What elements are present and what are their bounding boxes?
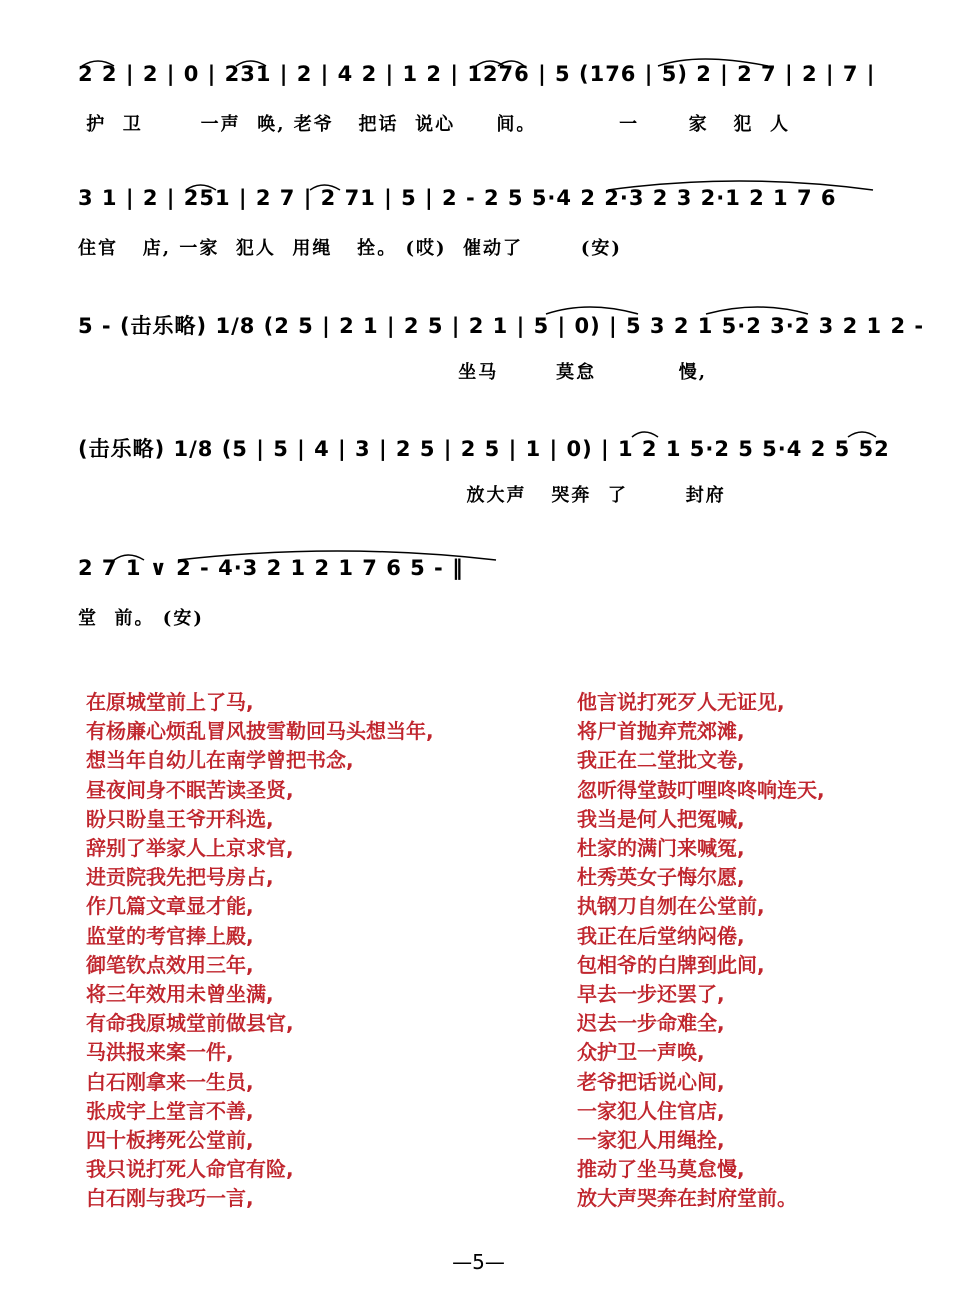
lyric-text-line: 想当年自幼儿在南学曾把书念, — [86, 748, 354, 773]
lyrics-column-right — [577, 688, 825, 1214]
notation-line: 2 2 | 2 | 0 | 231 | 2 | 4 2 | 1 2 | 1276 | 5 (176 | 5) 2 | 2 7 | 2 | 7 | — [78, 62, 876, 86]
notation-line: 2 7 1 ∨ 2 - 4·3 2 1 2 1 7 6 5 - ‖ — [78, 556, 464, 580]
lyrics-column-left — [86, 688, 434, 1214]
lyric-text-line: 推动了坐马莫怠慢, — [577, 1157, 745, 1182]
lyric-text-line: 作几篇文章显才能, — [86, 894, 254, 919]
lyric-text-line: 白石刚拿来一生员, — [86, 1069, 254, 1094]
lyric-text-line: 盼只盼皇王爷开科选, — [86, 806, 274, 831]
lyric-text-line: 众护卫一声唤, — [577, 1040, 705, 1065]
lyric-text-line: 在原城堂前上了马, — [86, 690, 254, 714]
lyric-text-line: 进贡院我先把号房占, — [86, 865, 274, 890]
lyric-text-line: 杜秀英女子悔尔愿, — [577, 865, 745, 890]
lyric-text-line: 有杨廉心烦乱冒风披雪勒回马头想当年, — [86, 719, 434, 744]
lyric-line: 护 卫 一声 唤, 老爷 把话 说心 间。 一 家 犯 人 — [78, 114, 790, 135]
lyric-text-line: 白石刚与我巧一言, — [86, 1186, 254, 1211]
lyric-text-line: 将三年效用未曾坐满, — [86, 982, 274, 1007]
lyric-text-line: 包相爷的白牌到此间, — [577, 952, 765, 977]
lyric-text-line: 早去一步还罢了, — [577, 982, 725, 1007]
lyric-text-line: 辞别了举家人上京求官, — [86, 836, 294, 861]
lyric-line: 坐马 莫怠 慢, — [78, 362, 708, 383]
lyric-text-line: 昼夜间身不眠苦读圣贤, — [86, 777, 294, 802]
notation-line: (击乐略) 1/8 (5 | 5 | 4 | 3 | 2 5 | 2 5 | 1 | 0) | 1 2 1 5·2 5 5·4 2 5 52 — [78, 437, 890, 461]
lyric-text-line: 执钢刀自刎在公堂前, — [577, 894, 765, 919]
page-number: —5— — [452, 1250, 505, 1274]
lyric-text-line: 马洪报来案一件, — [86, 1040, 234, 1065]
lyric-text-line: 一家犯人住官店, — [577, 1098, 725, 1123]
lyric-text-line: 有命我原城堂前做县官, — [86, 1011, 294, 1036]
lyric-line: 放大声 哭奔 了 封府 — [78, 485, 726, 506]
lyric-line: 住官 店, 一家 犯人 用绳 拴。 (哎) 催动了 (安) — [78, 238, 622, 259]
lyric-line: 堂 前。 (安) — [78, 608, 204, 629]
lyric-text-line: 御笔钦点效用三年, — [86, 952, 254, 977]
lyric-text-line: 我正在二堂批文卷, — [577, 748, 745, 773]
lyric-text-line: 我正在后堂纳闷倦, — [577, 923, 745, 948]
lyric-text-line: 我当是何人把冤喊, — [577, 806, 745, 831]
lyric-text-line: 四十板拷死公堂前, — [86, 1128, 254, 1153]
lyric-text-line: 老爷把话说心间, — [577, 1069, 725, 1094]
notation-line: 3 1 | 2 | 251 | 2 7 | 2 71 | 5 | 2 - 2 5 5·4 2 2·3 2 3 2·1 2 1 7 6 — [78, 186, 837, 210]
lyric-text-line: 监堂的考官捧上殿, — [86, 923, 254, 948]
lyric-text-line: 将尸首抛弃荒郊滩, — [577, 719, 745, 744]
lyric-text-line: 一家犯人用绳拴, — [577, 1128, 725, 1153]
lyric-text-line: 放大声哭奔在封府堂前。 — [577, 1186, 797, 1211]
lyric-text-line: 忽听得堂鼓叮哩咚咚响连天, — [577, 777, 825, 802]
lyric-text-line: 张成宇上堂言不善, — [86, 1098, 254, 1123]
lyric-text-line: 杜家的满门来喊冤, — [577, 836, 745, 861]
lyric-text-line: 他言说打死歹人无证见, — [577, 690, 785, 714]
notation-line: 5 - (击乐略) 1/8 (2 5 | 2 1 | 2 5 | 2 1 | 5 | 0) | 5 3 2 1 5·2 3·2 3 2 1 2 - — [78, 314, 925, 338]
lyric-text-line: 我只说打死人命官有险, — [86, 1157, 294, 1182]
lyric-text-line: 迟去一步命难全, — [577, 1011, 725, 1036]
